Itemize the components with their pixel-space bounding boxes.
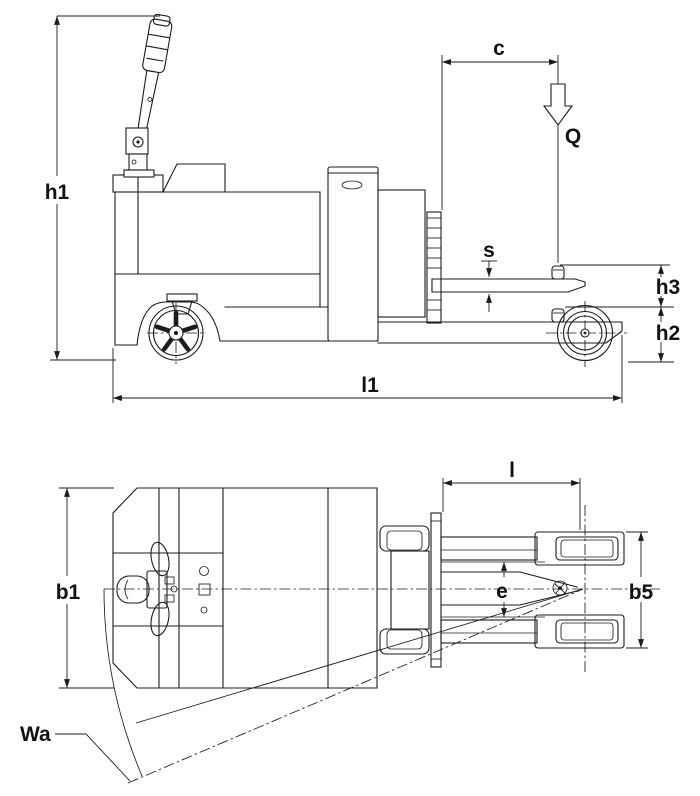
- dim-label-wa: Wa: [20, 723, 51, 746]
- tiller-base-plate: [124, 170, 154, 177]
- fork-upper-blade: [441, 537, 537, 560]
- fork-lower-blade: [441, 620, 537, 643]
- fork-tip-pin-lower: [552, 309, 564, 322]
- dim-label-c: c: [493, 37, 505, 60]
- dimension-b5: [626, 532, 654, 648]
- wa-leader: [55, 734, 130, 781]
- dimension-b1: [56, 488, 114, 688]
- dim-label-h2: h2: [655, 322, 681, 345]
- load-arrow-q: [544, 84, 581, 148]
- mast-panel: [378, 190, 425, 317]
- side-view: [45, 13, 681, 403]
- dim-label-l: l: [509, 459, 515, 482]
- fork-blade: [432, 279, 585, 292]
- pivot-point: [553, 581, 567, 595]
- dimension-s: [481, 239, 497, 312]
- load-arrow-icon: [544, 84, 572, 125]
- carriage-plan: [380, 513, 441, 667]
- tiller-handle: [124, 13, 173, 177]
- dim-label-b5: b5: [628, 581, 654, 604]
- carriage-ribs: [427, 218, 441, 310]
- load-wheel-bracket: [533, 322, 622, 343]
- dim-label-s: s: [483, 239, 495, 262]
- mast-column: [328, 167, 378, 341]
- fork-side: [432, 266, 585, 322]
- chassis-plan: [113, 488, 377, 688]
- mast-handle-slot: [342, 181, 362, 189]
- outrigger: [378, 301, 627, 367]
- dim-label-b1: b1: [55, 581, 81, 604]
- turning-line-dashdot: [128, 589, 583, 783]
- tiller-grip: [142, 18, 173, 73]
- dimension-e: [496, 562, 508, 617]
- dimension-l: [443, 459, 580, 530]
- dim-label-h3: h3: [655, 276, 681, 299]
- drive-wheel-mount: [167, 294, 197, 301]
- tiller-arm-upper: [148, 541, 172, 578]
- chassis-outline: [113, 488, 377, 688]
- hood-hump: [163, 164, 225, 192]
- chassis-square-port: [199, 584, 210, 595]
- dim-label-e: e: [496, 580, 508, 603]
- turning-line-solid: [136, 589, 583, 723]
- dimension-h2: [628, 307, 680, 362]
- dim-label-h1: h1: [44, 181, 70, 204]
- fork-tip-pin-upper: [552, 266, 564, 279]
- mast: [328, 167, 441, 341]
- dim-label-l1: l1: [361, 374, 379, 397]
- tiller-arm-lower: [148, 601, 172, 638]
- fork-carriage-side: [427, 212, 441, 323]
- tiller-head: [117, 576, 149, 603]
- forks-plan: [441, 532, 624, 648]
- drawbar: [441, 562, 577, 617]
- chassis-hole-upper: [200, 567, 209, 576]
- carriage-plate: [431, 513, 441, 667]
- carriage-block: [391, 551, 429, 629]
- chassis-hole-lower: [201, 607, 207, 613]
- dimension-h3: [560, 265, 680, 307]
- turning-radius-arc: [104, 589, 142, 776]
- dimension-l1: [113, 335, 622, 403]
- top-view: [20, 459, 660, 783]
- turning-radius: [20, 589, 583, 783]
- truck-body: [113, 164, 378, 345]
- dimension-c: [442, 37, 558, 263]
- dim-label-q: Q: [564, 125, 582, 148]
